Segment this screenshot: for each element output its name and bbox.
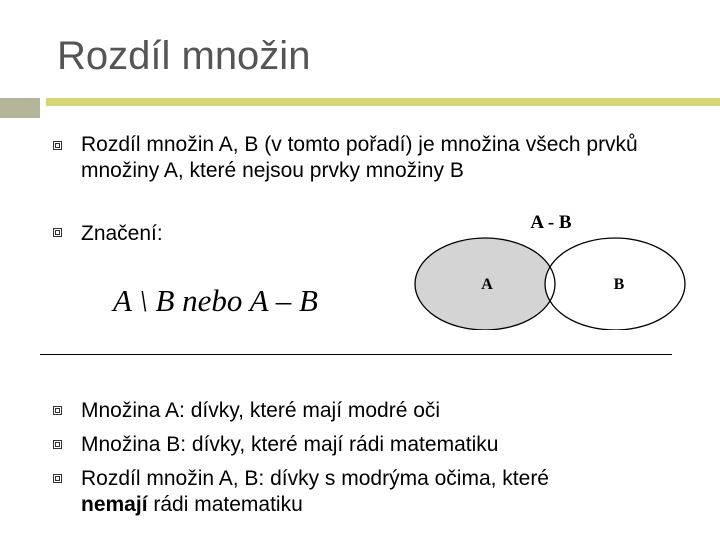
- venn-diagram: [405, 200, 690, 330]
- venn-label-a: A: [481, 276, 493, 293]
- divider: [40, 354, 672, 355]
- bullet-icon: [53, 228, 62, 237]
- example-line-3: [81, 466, 681, 518]
- example-line-2: Množina B: dívky, které mají rádi matematiku: [81, 433, 499, 456]
- page-title: Rozdíl množin: [57, 34, 311, 78]
- example-line-3-start: Rozdíl množin A, B: dívky s modrýma očima, které: [81, 467, 549, 490]
- title-rule-bar: [46, 98, 720, 106]
- bullet-icon: [53, 141, 62, 150]
- bullet-icon: [53, 440, 62, 449]
- bullet-icon: [53, 406, 62, 415]
- venn-caption: A - B: [530, 212, 572, 233]
- bullet-icon: [53, 474, 62, 483]
- title-rule-block: [0, 98, 40, 118]
- notation-label: Značení:: [81, 222, 163, 245]
- venn-label-b: B: [613, 276, 625, 293]
- example-line-1: Množina A: dívky, které mají modré oči: [81, 399, 441, 422]
- formula: A \ B nebo A – B: [113, 283, 318, 318]
- example-line-3-end: rádi matematiku: [147, 493, 303, 516]
- definition-text: Rozdíl množin A, B (v tomto pořadí) je množina všech prvků množiny A, které nejsou prvky množiny B: [81, 133, 638, 182]
- example-line-3-bold: nemají: [81, 493, 148, 516]
